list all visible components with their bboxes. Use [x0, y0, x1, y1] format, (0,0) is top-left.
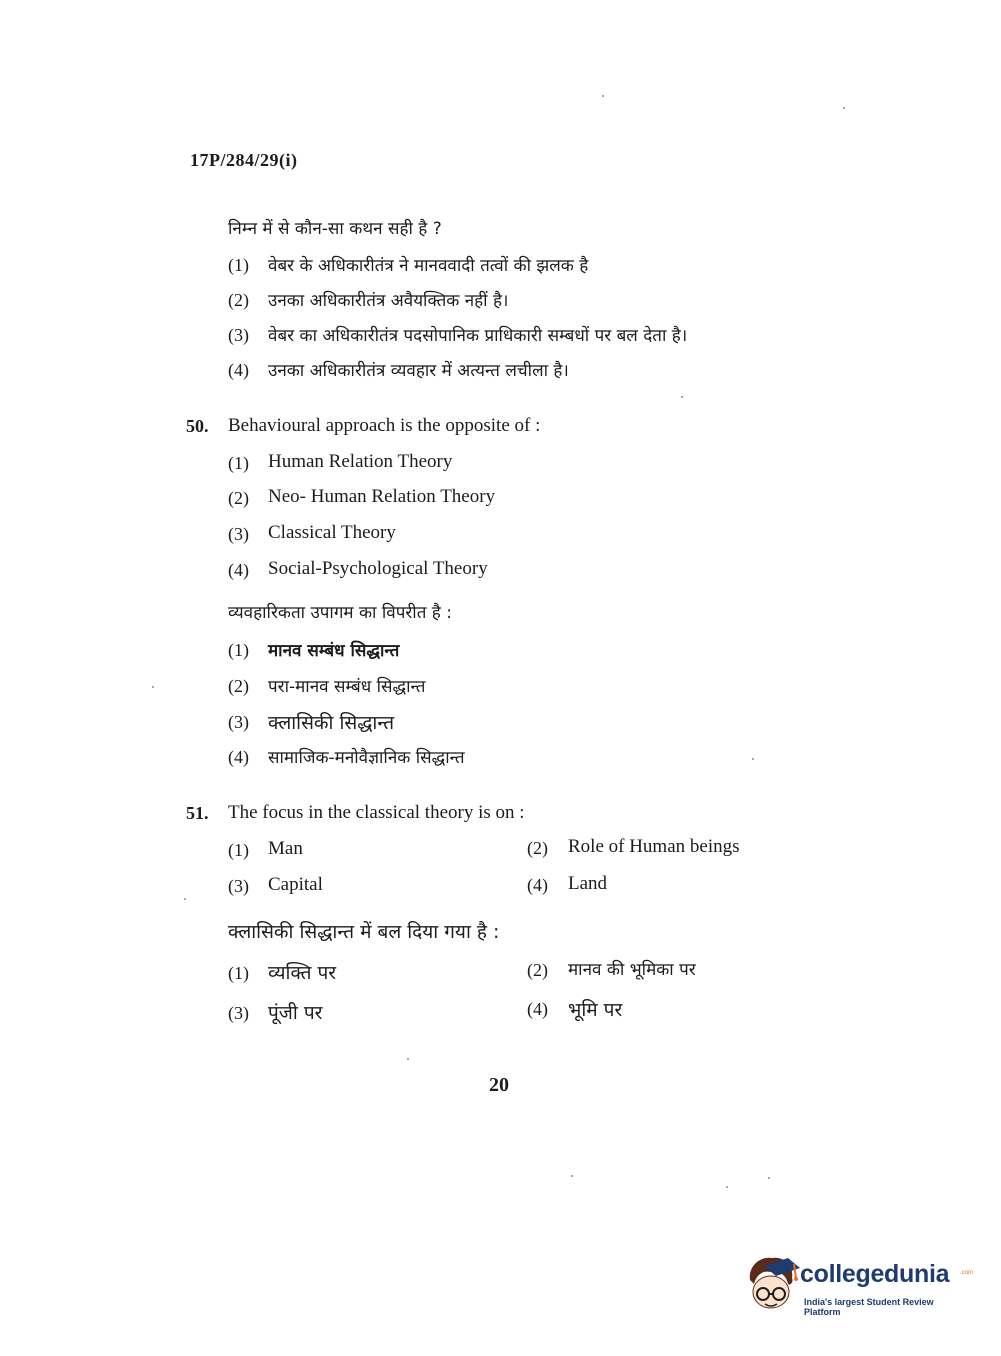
scan-speck [752, 758, 754, 760]
q51-hindi-option-4-num: (4) [527, 999, 548, 1019]
scan-speck [726, 1186, 728, 1188]
q51-hindi-option-1-num: (1) [228, 963, 249, 983]
q49-hindi-option-1-text: वेबर के अधिकारीतंत्र ने मानववादी तत्वों की झलक है [268, 256, 589, 276]
q51-hindi-option-2-num: (2) [527, 960, 548, 980]
q49-hindi-stem: निम्न में से कौन-सा कथन सही है ? [228, 219, 442, 239]
logo-wordmark: collegedunia [800, 1260, 950, 1288]
q50-hindi-option-4-text: सामाजिक-मनोवैज्ञानिक सिद्धान्त [268, 748, 465, 768]
q50-hindi-option-2-text: परा-मानव सम्बंध सिद्धान्त [268, 677, 426, 697]
q49-hindi-option-3-num: (3) [228, 325, 249, 345]
q50-option-2-text: Neo- Human Relation Theory [268, 486, 496, 507]
q50-option-3-text: Classical Theory [268, 522, 396, 543]
q50-hindi-option-3-text: क्लासिकी सिद्धान्त [268, 712, 395, 734]
q49-hindi-option-1-num: (1) [228, 255, 249, 275]
q50-hindi-stem: व्यवहारिकता उपागम का विपरीत है : [228, 603, 452, 623]
q51-number: 51. [186, 803, 209, 823]
q50-hindi-option-3-num: (3) [228, 712, 249, 732]
scan-speck [843, 107, 845, 109]
scan-speck [152, 686, 154, 688]
q51-option-4-text: Land [568, 873, 608, 894]
mascot-icon [742, 1252, 800, 1324]
q49-hindi-option-3-text: वेबर का अधिकारीतंत्र पदसोपानिक प्राधिकारी सम्बधों पर बल देता है। [268, 326, 688, 346]
q51-hindi-option-4-text: भूमि पर [568, 999, 623, 1021]
q51-option-3-num: (3) [228, 876, 249, 896]
q51-hindi-option-2-text: मानव की भूमिका पर [568, 960, 696, 980]
q51-hindi-stem: क्लासिकी सिद्धान्त में बल दिया गया है : [228, 921, 500, 943]
scan-speck [184, 898, 186, 900]
q50-option-4-num: (4) [228, 560, 249, 580]
q51-hindi-option-1-text: व्यक्ति पर [268, 962, 337, 984]
q51-option-3-text: Capital [268, 874, 323, 895]
q49-hindi-option-2-text: उनका अधिकारीतंत्र अवैयक्तिक नहीं है। [268, 291, 509, 311]
scan-speck [681, 396, 683, 398]
scan-speck [407, 1058, 409, 1060]
page-number: 20 [489, 1074, 509, 1096]
q50-option-2-num: (2) [228, 488, 249, 508]
q49-hindi-option-4-text: उनका अधिकारीतंत्र व्यवहार में अत्यन्त लचीला है। [268, 361, 569, 381]
q50-stem: Behavioural approach is the opposite of : [228, 415, 541, 436]
q50-hindi-option-1-text: मानव सम्बंध सिद्धान्त [268, 641, 400, 661]
logo-domain-suffix: .com [960, 1270, 974, 1276]
scan-speck [768, 1177, 770, 1179]
q50-option-1-num: (1) [228, 453, 249, 473]
q51-hindi-option-3-num: (3) [228, 1003, 249, 1023]
q50-option-4-text: Social-Psychological Theory [268, 558, 488, 579]
q51-option-1-num: (1) [228, 840, 249, 860]
q50-option-3-num: (3) [228, 524, 249, 544]
q50-hindi-option-2-num: (2) [228, 676, 249, 696]
q51-option-4-num: (4) [527, 875, 548, 895]
q51-option-2-text: Role of Human beings [568, 836, 740, 857]
q50-option-1-text: Human Relation Theory [268, 451, 453, 472]
q51-option-1-text: Man [268, 838, 303, 859]
scan-speck [571, 1175, 573, 1177]
q49-hindi-option-4-num: (4) [228, 360, 249, 380]
scan-speck [602, 95, 604, 97]
collegedunia-logo [742, 1252, 974, 1324]
q51-option-2-num: (2) [527, 838, 548, 858]
q50-hindi-option-1-num: (1) [228, 640, 249, 660]
logo-tagline: India's largest Student Review Platform [804, 1297, 934, 1317]
q49-hindi-option-2-num: (2) [228, 290, 249, 310]
q50-number: 50. [186, 416, 209, 436]
q51-stem: The focus in the classical theory is on : [228, 802, 525, 823]
q50-hindi-option-4-num: (4) [228, 747, 249, 767]
paper-code: 17P/284/29(i) [190, 150, 298, 170]
q51-hindi-option-3-text: पूंजी पर [268, 1002, 323, 1024]
